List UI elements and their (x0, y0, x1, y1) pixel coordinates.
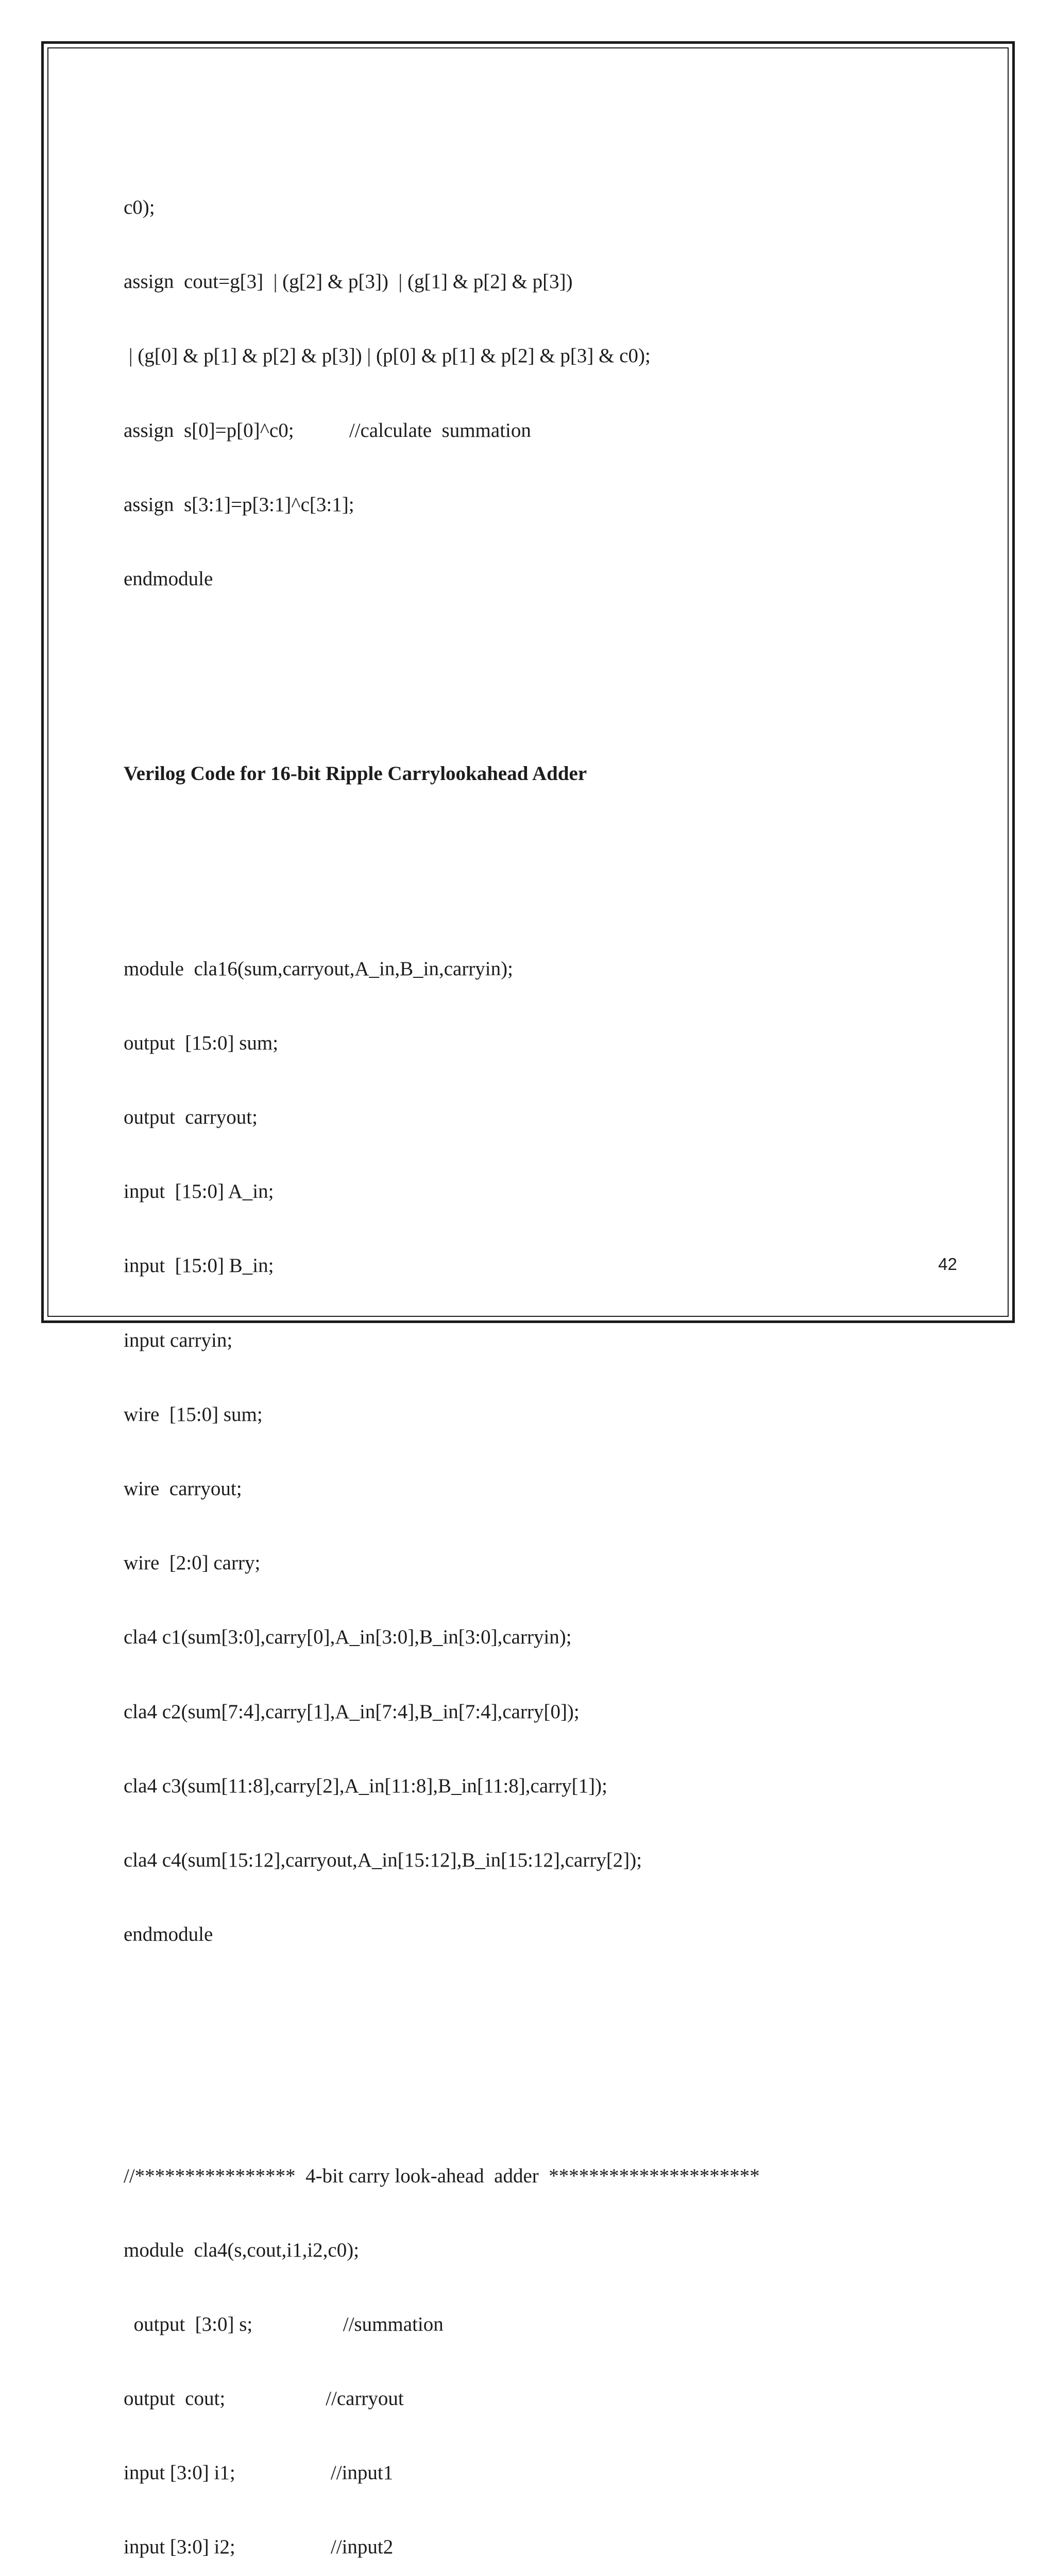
code-line: output [15:0] sum; (124, 1029, 958, 1057)
code-line: cla4 c2(sum[7:4],carry[1],A_in[7:4],B_in[7:4],carry[0]); (124, 1698, 958, 1726)
code-line: assign s[0]=p[0]^c0; //calculate summation (124, 417, 958, 445)
code-line: | (g[0] & p[1] & p[2] & p[3]) | (p[0] & p[1] & p[2] & p[3] & c0); (124, 342, 958, 370)
code-line: cla4 c3(sum[11:8],carry[2],A_in[11:8],B_in[11:8],carry[1]); (124, 1772, 958, 1800)
section-heading: Verilog Code for 16-bit Ripple Carrylookahead Adder (124, 760, 958, 788)
code-line: c0); (124, 194, 958, 222)
code-line: wire [2:0] carry; (124, 1549, 958, 1577)
code-line: output carryout; (124, 1104, 958, 1131)
code-line: cla4 c1(sum[3:0],carry[0],A_in[3:0],B_in[3:0],carryin); (124, 1623, 958, 1651)
document-body (124, 101, 958, 2576)
code-block-cla4 (124, 2116, 958, 2576)
code-line: assign cout=g[3] | (g[2] & p[3]) | (g[1] & p[2] & p[3]) (124, 268, 958, 296)
spacer (124, 2041, 958, 2069)
code-line: assign s[3:1]=p[3:1]^c[3:1]; (124, 491, 958, 519)
code-line: input carryin; (124, 1327, 958, 1354)
code-block-cla4-tail (124, 147, 958, 639)
code-line: input [3:0] i2; //input2 (124, 2533, 958, 2561)
code-block-cla16 (124, 909, 958, 1995)
code-line: output [3:0] s; //summation (124, 2311, 958, 2338)
code-line: input [3:0] i1; //input1 (124, 2459, 958, 2487)
code-line: wire carryout; (124, 1475, 958, 1503)
code-line: endmodule (124, 565, 958, 593)
code-line: output cout; //carryout (124, 2385, 958, 2413)
code-line: //**************** 4-bit carry look-ahead adder ********************* (124, 2162, 958, 2190)
spacer (124, 835, 958, 862)
code-line: input [15:0] B_in; (124, 1252, 958, 1280)
code-line: module cla16(sum,carryout,A_in,B_in,carryin); (124, 955, 958, 983)
code-line: endmodule (124, 1921, 958, 1948)
spacer (124, 686, 958, 714)
code-line: input [15:0] A_in; (124, 1178, 958, 1206)
page-number: 42 (916, 1255, 957, 1274)
code-line: wire [15:0] sum; (124, 1401, 958, 1429)
code-line: cla4 c4(sum[15:12],carryout,A_in[15:12],B_in[15:12],carry[2]); (124, 1846, 958, 1874)
code-line: module cla4(s,cout,i1,i2,c0); (124, 2236, 958, 2264)
